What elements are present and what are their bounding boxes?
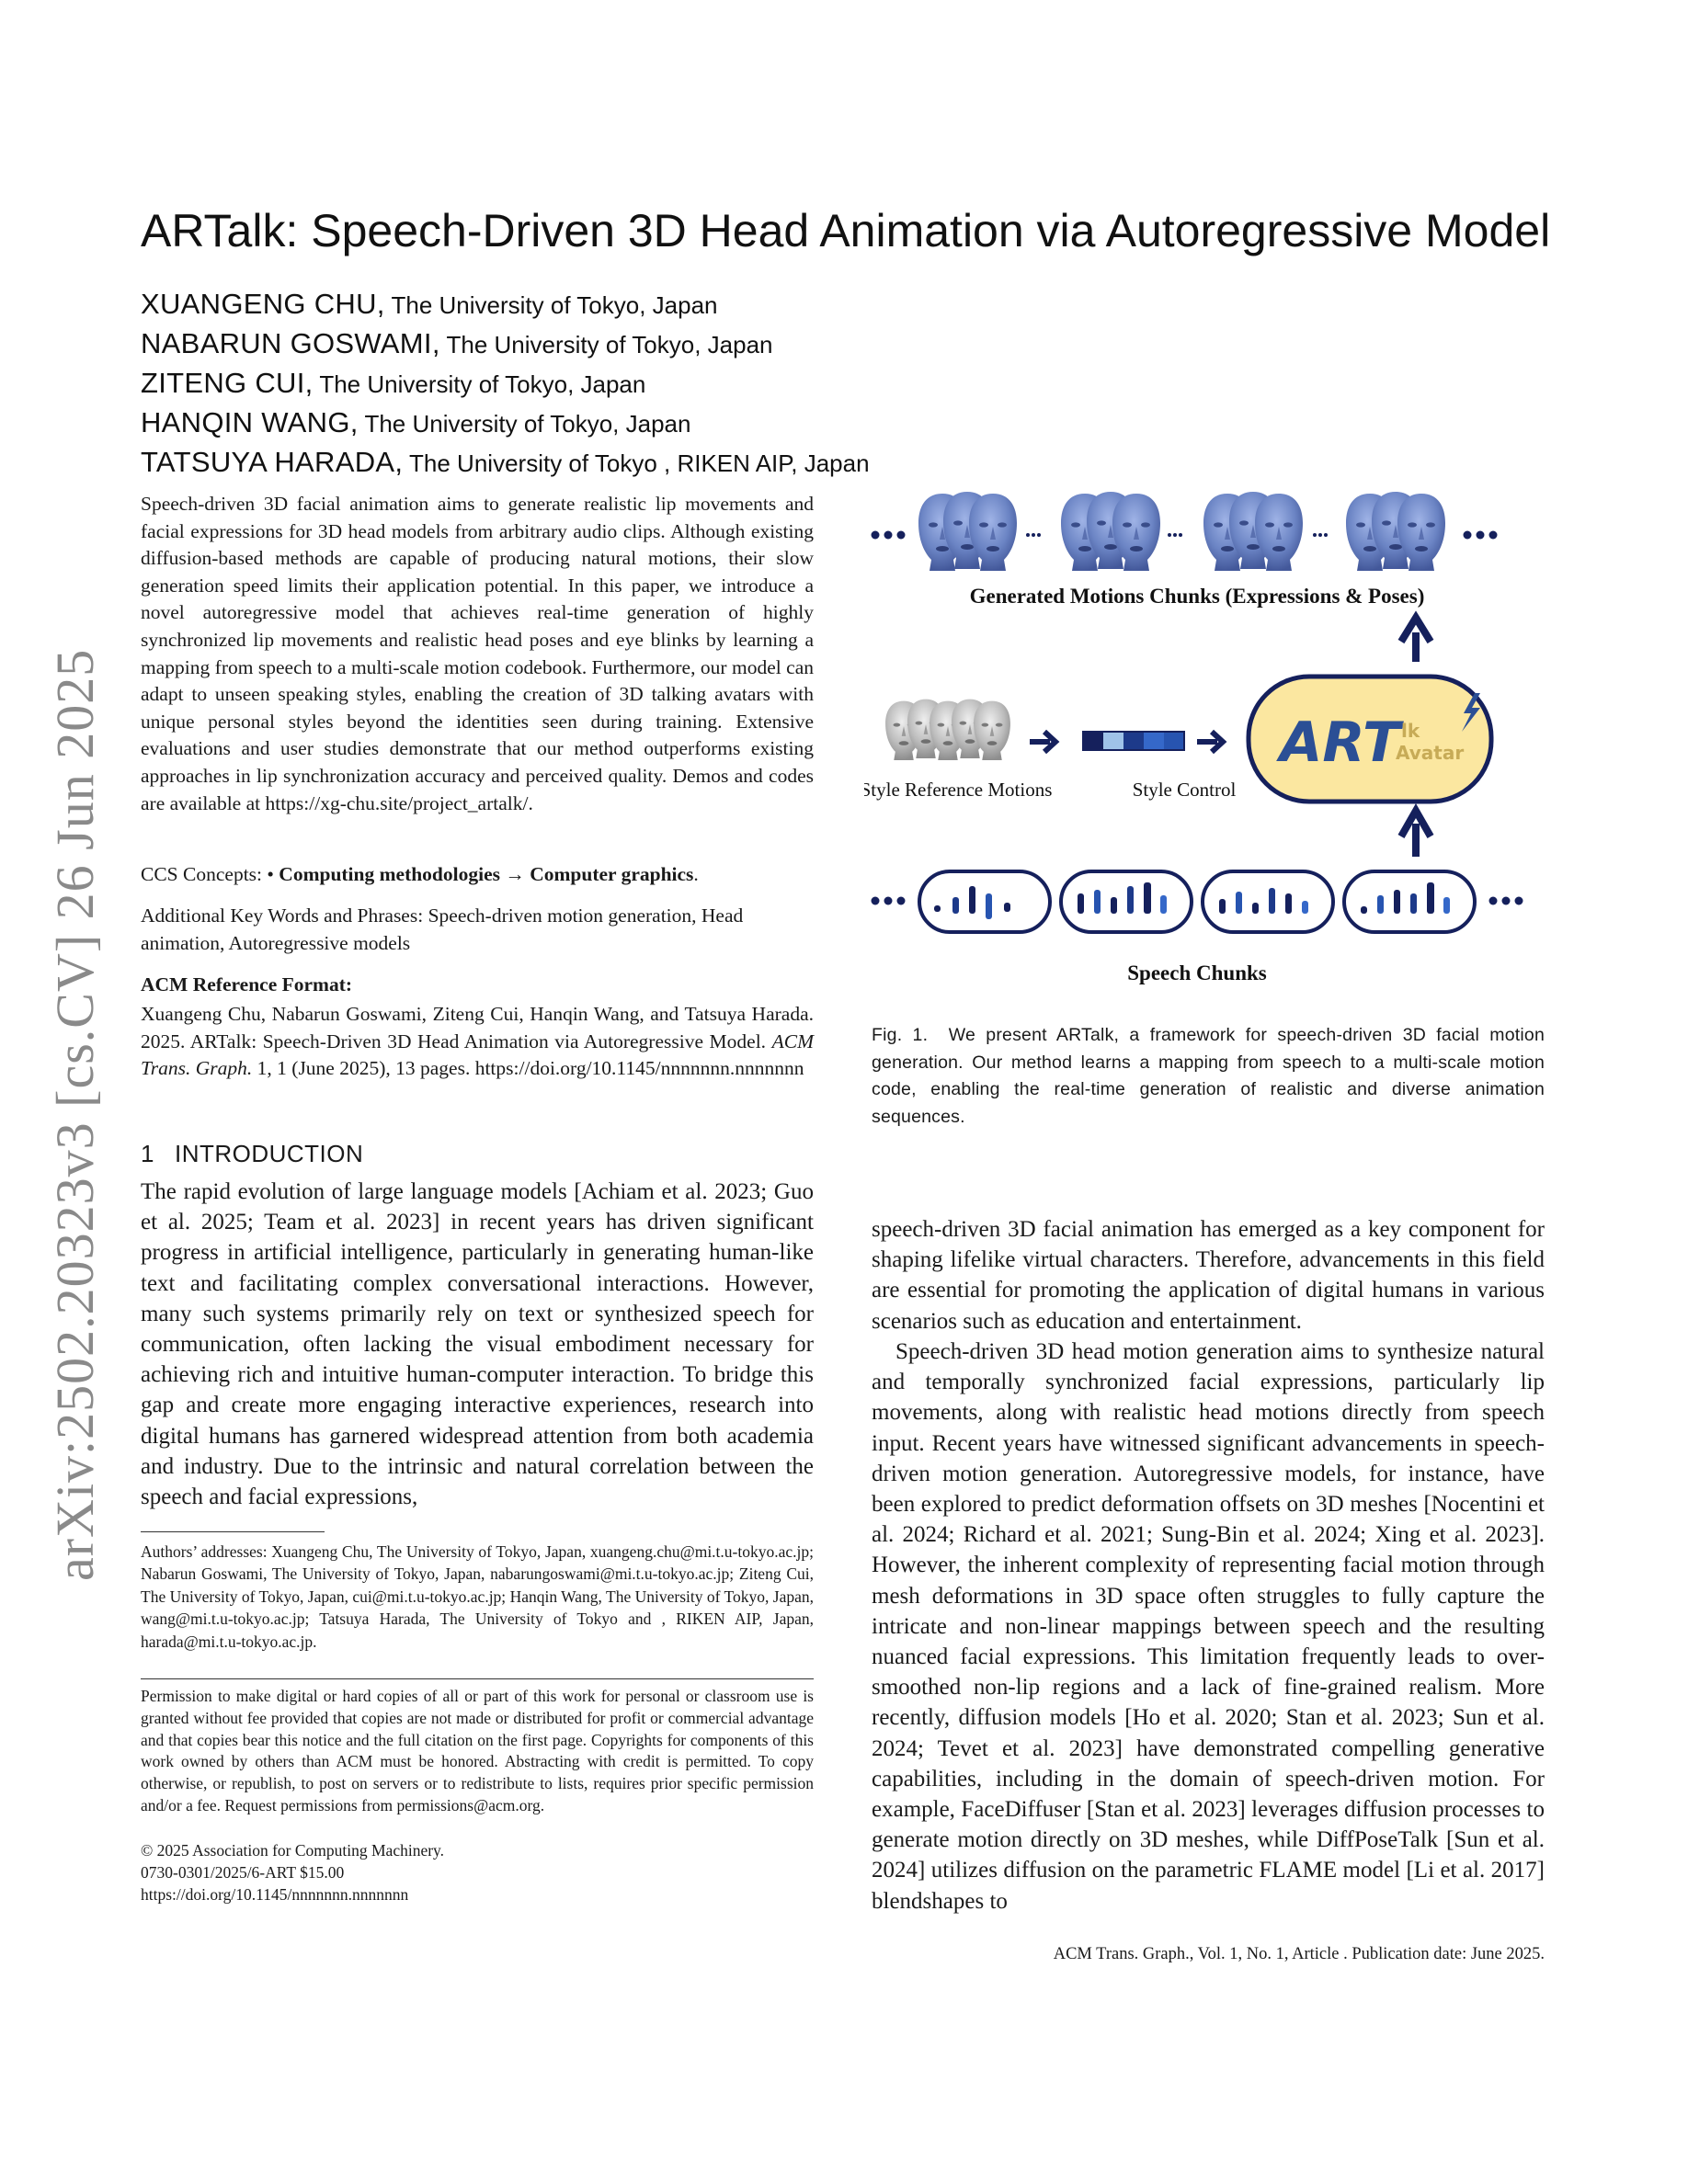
acm-reference [141, 1001, 814, 1083]
ccs-end: . [693, 863, 699, 885]
author-addresses-footnote: Authors’ addresses: Xuangeng Chu, The University of Tokyo, Japan, xuangeng.chu@mi.t.u-tokyo.ac.jp; Nabarun Goswami, The University of Tokyo, Japan, nabarungoswami@mi.t.u-tokyo.ac.jp; Ziteng Cui, The University of Tokyo, Japan, cui@mi.t.u-tokyo.ac.jp; Hanqin Wang, The University of Tokyo, Japan, wang@mi.t.u-tokyo.ac.jp; Tatsuya Harada, The University of Tokyo and , RIKEN AIP, Japan, harada@mi.t.u-tokyo.ac.jp. [141, 1542, 814, 1651]
figure-caption-text: We present ARTalk, a framework for speech-driven 3D facial motion generation. Our method learns a mapping from speech to a multi-scale motion code, enabling the real-time generation of realistic and diverse animation sequences. [872, 1025, 1545, 1127]
publication-meta [141, 1840, 814, 1905]
speech-chunks-label: Speech Chunks [1127, 961, 1267, 984]
ccs-concept: Computing methodologies → Computer graphics [279, 863, 694, 885]
style-control-label: Style Control [1132, 779, 1237, 801]
section-heading-introduction [141, 1140, 814, 1168]
copyright-line: © 2025 Association for Computing Machinery. [141, 1841, 445, 1860]
generated-motions-label: Generated Motions Chunks (Expressions & Poses) [969, 585, 1425, 608]
abstract: Speech-driven 3D facial animation aims to generate realistic lip movements and facial expressions for 3D head models from arbitrary audio clips. Although existing diffusion-based methods are capable of producing natural motions, their slow generation speed limits their application potential. In this paper, we introduce a novel autoregressive model that achieves real-time generation of highly synchronized lip movements and realistic head poses and eye blinks by learning a mapping from speech to a multi-scale motion codebook. Furthermore, our model can adapt to unseen speaking styles, enabling the creation of 3D talking avatars with unique personal styles beyond the identities seen during training. Extensive evaluations and user studies demonstrate that our method outperforms existing approaches in lip synchronization accuracy and perceived quality. Demos and codes are available at https://xg-chu.site/project_artalk/. [141, 493, 814, 814]
section-number: 1 [141, 1140, 154, 1167]
artalk-model-box [1249, 677, 1491, 802]
permission-notice: Permission to make digital or hard copies of all or part of this work for personal or classroom use is granted without fee provided that copies are not made or distributed for profit or commercial advantage and that copies bear this notice and the full citation on the first page. Copyrights for components of this work owned by others than ACM must be honored. Abstracting with credit is permitted. To copy otherwise, or republish, to post on servers or to redistribute to lists, requires prior specific permission and/or a fee. Request permissions from permissions@acm.org. [141, 1687, 814, 1814]
author-entry [141, 443, 1060, 483]
author-list [141, 285, 1060, 483]
author-entry [141, 285, 1060, 324]
acm-reference-details: 1, 1 (June 2025), 13 pages. https://doi.org/10.1145/nnnnnnn.nnnnnnn [252, 1057, 804, 1080]
acm-reference-venue: ACM Trans. Graph. [141, 1029, 814, 1080]
ccs-concepts [141, 861, 814, 889]
up-arrow-icon [1401, 811, 1431, 857]
author-affiliation: The University of Tokyo, Japan [439, 331, 773, 358]
footnote-rule [141, 1678, 814, 1679]
right-arrow-icon [1197, 732, 1223, 752]
intro-paragraph: speech-driven 3D facial animation has emerged as a key component for shaping lifelike virtual characters. Therefore, advancements in this field are essential for promoting the application of digital humans in various scenarios such as education and entertainment. [872, 1217, 1545, 1334]
author-entry [141, 404, 1060, 443]
architecture-diagram [864, 478, 1545, 1002]
figure-caption-label: Fig. 1. [872, 1025, 929, 1045]
keywords: Additional Key Words and Phrases: Speech-driven motion generation, Head animation, Autoregressive models [141, 904, 744, 954]
author-entry [141, 364, 1060, 404]
author-name: ZITENG CUI, [141, 367, 314, 399]
paper-title: ARTalk: Speech-Driven 3D Head Animation via Autoregressive Model [141, 205, 1551, 256]
style-code-bar [1083, 732, 1184, 750]
author-affiliation: The University of Tokyo, Japan [313, 370, 646, 398]
author-name: NABARUN GOSWAMI, [141, 327, 440, 359]
svg-text:Avatar: Avatar [1396, 742, 1465, 764]
ccs-label: CCS Concepts: [141, 863, 268, 885]
ccs-bullet: • [267, 863, 279, 885]
style-reference-heads [885, 700, 1010, 760]
author-affiliation: The University of Tokyo, Japan [358, 410, 691, 438]
author-name: XUANGENG CHU, [141, 288, 385, 320]
figure-caption [872, 1022, 1545, 1131]
author-name: HANQIN WANG, [141, 406, 359, 438]
svg-text:lk: lk [1401, 720, 1420, 742]
artalk-logo-text: ART [1280, 711, 1400, 775]
right-arrow-icon [1030, 732, 1055, 752]
up-arrow-icon [1401, 618, 1431, 662]
figure-1 [864, 478, 1545, 1002]
doi-line: https://doi.org/10.1145/nnnnnnn.nnnnnnn [141, 1884, 409, 1904]
issn-line: 0730-0301/2025/6-ART $15.00 [141, 1862, 345, 1882]
page-footer: ACM Trans. Graph., Vol. 1, No. 1, Article . Publication date: June 2025. [1053, 1945, 1545, 1963]
author-entry [141, 324, 1060, 364]
section-title: INTRODUCTION [174, 1140, 364, 1167]
speech-chunks [872, 871, 1523, 932]
generated-motion-heads [872, 492, 1498, 571]
author-name: TATSUYA HARADA, [141, 446, 404, 478]
author-affiliation: The University of Tokyo, Japan [384, 291, 718, 319]
arxiv-stamp: arXiv:2502.20323v3 [cs.CV] 26 Jun 2025 [45, 648, 105, 1581]
acm-reference-text: Xuangeng Chu, Nabarun Goswami, Ziteng Cui, Hanqin Wang, and Tatsuya Harada. 2025. ARTalk: Speech-Driven 3D Head Animation via Autoregressive Model. [141, 1003, 814, 1052]
style-reference-label: Style Reference Motions [864, 779, 1053, 801]
intro-paragraph: The rapid evolution of large language models [Achiam et al. 2023; Guo et al. 2025; Team et al. 2023] in recent years has driven significant progress in artificial intelligence, particularly in generating human-like text and facilitating complex conversational interactions. However, many such systems primarily rely on text or synthesized speech for communication, often lacking the visual embodiment necessary for achieving rich and intuitive human-computer interaction. To bridge this gap and create more engaging interactive experiences, research into digital humans has garnered widespread attention from both academia and industry. Due to the intrinsic and natural correlation between the speech and facial expressions, [141, 1179, 814, 1510]
footnote-rule [141, 1531, 325, 1532]
acm-reference-heading: ACM Reference Format: [141, 973, 353, 995]
intro-paragraph: Speech-driven 3D head motion generation aims to synthesize natural and temporally synchronized facial expressions, particularly lip movements, along with realistic head motions directly from speech input. Recent years have witnessed significant advancements in speech-driven motion generation. Autoregressive models, for instance, have been explored to predict deformation offsets on 3D meshes [Nocentini et al. 2024; Richard et al. 2021; Sung-Bin et al. 2024; Xing et al. 2023]. However, the inherent complexity of representing facial motion through mesh deformations in 3D space often struggles to fully capture the intricate and non-linear mappings between speech and the resulting nuanced facial expressions. This limitation frequently leads to over-smoothed non-lip regions and a lack of fine-grained realism. More recently, diffusion models [Ho et al. 2020; Stan et al. 2023; Sun et al. 2024; Tevet et al. 2023] have demonstrated compelling generative capabilities, including in the domain of speech-driven motion. For example, FaceDiffuser [Stan et al. 2023] leverages diffusion processes to generate motion directly on 3D meshes, while DiffPoseTalk [Sun et al. 2024] utilizes diffusion on the parametric FLAME model [Li et al. 2017] blendshapes to [872, 1339, 1545, 1914]
author-affiliation: The University of Tokyo , RIKEN AIP, Japan [403, 449, 870, 477]
